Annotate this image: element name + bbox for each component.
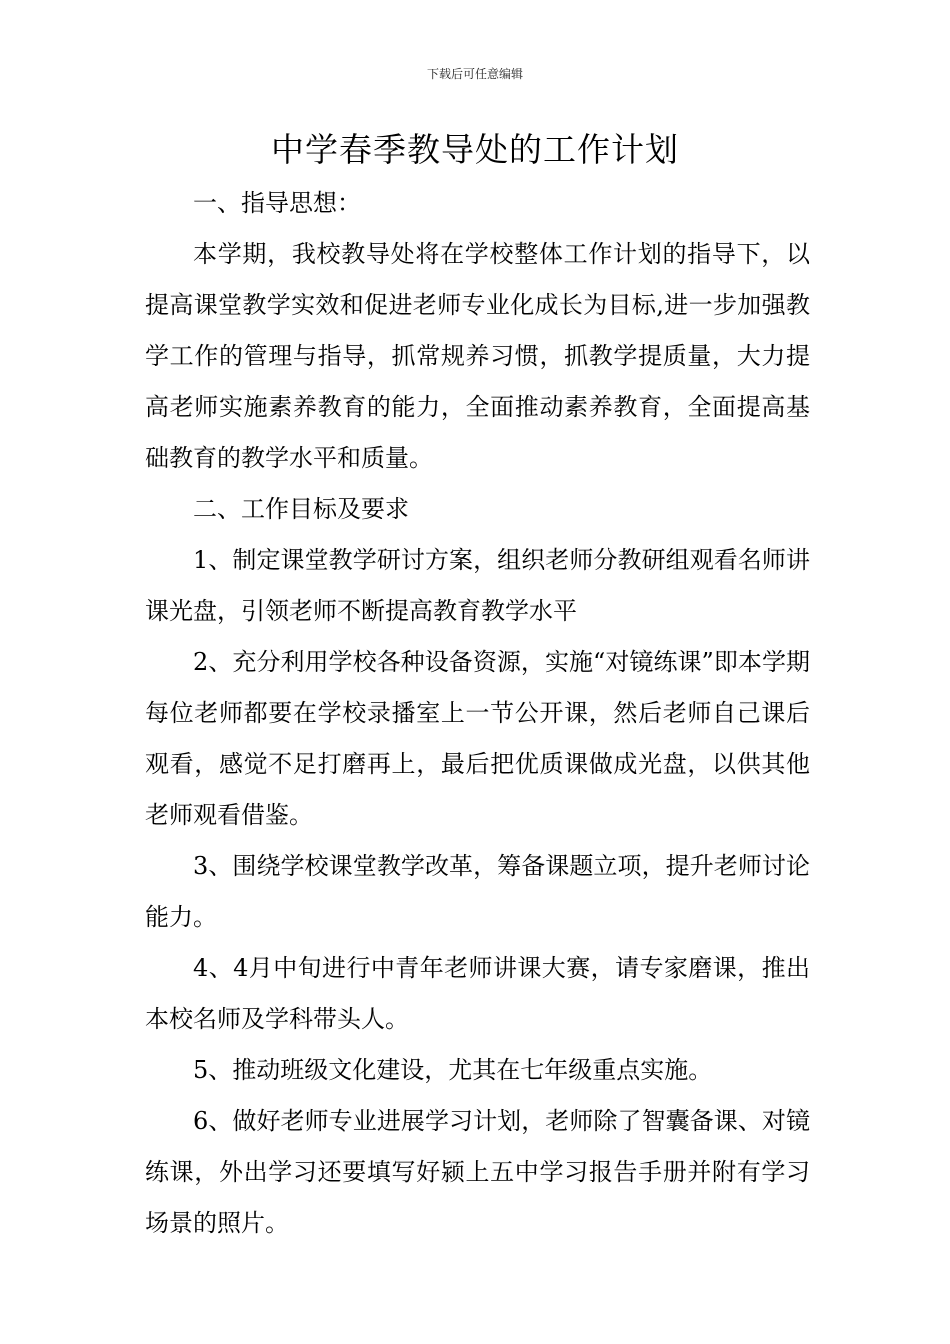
list-item-goal-6: 6、做好老师专业进展学习计划，老师除了智囊备课、对镜练课，外出学习还要填写好颍上五中学习报告手册并附有学习场景的照片。: [145, 1107, 810, 1237]
list-item-goal-3: 3、围绕学校课堂教学改革，筹备课题立项，提升老师讨论能力。: [145, 852, 810, 931]
list-item-goal-4: 4、4月中旬进行中青年老师讲课大赛，请专家磨课，推出本校名师及学科带头人。: [145, 954, 810, 1033]
list-item-goal-5: 5、推动班级文化建设，尤其在七年级重点实施。: [193, 1056, 713, 1084]
header-note: 下载后可任意编辑: [426, 67, 523, 81]
paragraph-semester-overview: 本学期，我校教导处将在学校整体工作计划的指导下，以提高课堂教学实效和促进老师专业化成长为目标,进一步加强教学工作的管理与指导，抓常规养习惯，抓教学提质量，大力提高老师实施素养教育的能力，全面推动素养教育，全面提高基础教育的教学水平和质量。: [145, 240, 810, 472]
list-item-goal-1: 1、制定课堂教学研讨方案，组织老师分教研组观看名师讲课光盘，引领老师不断提高教育教学水平: [145, 546, 810, 625]
document-title: 中学春季教导处的工作计划: [271, 130, 679, 169]
section-heading-guiding-ideology: 一、指导思想：: [193, 189, 361, 217]
section-heading-goals: 二、工作目标及要求: [193, 495, 409, 523]
list-item-goal-2: 2、充分利用学校各种设备资源，实施“对镜练课”即本学期每位老师都要在学校录播室上一节公开课，然后老师自己课后观看，感觉不足打磨再上，最后把优质课做成光盘，以供其他老师观看借鉴。: [145, 648, 810, 829]
document-body: [145, 178, 810, 1249]
